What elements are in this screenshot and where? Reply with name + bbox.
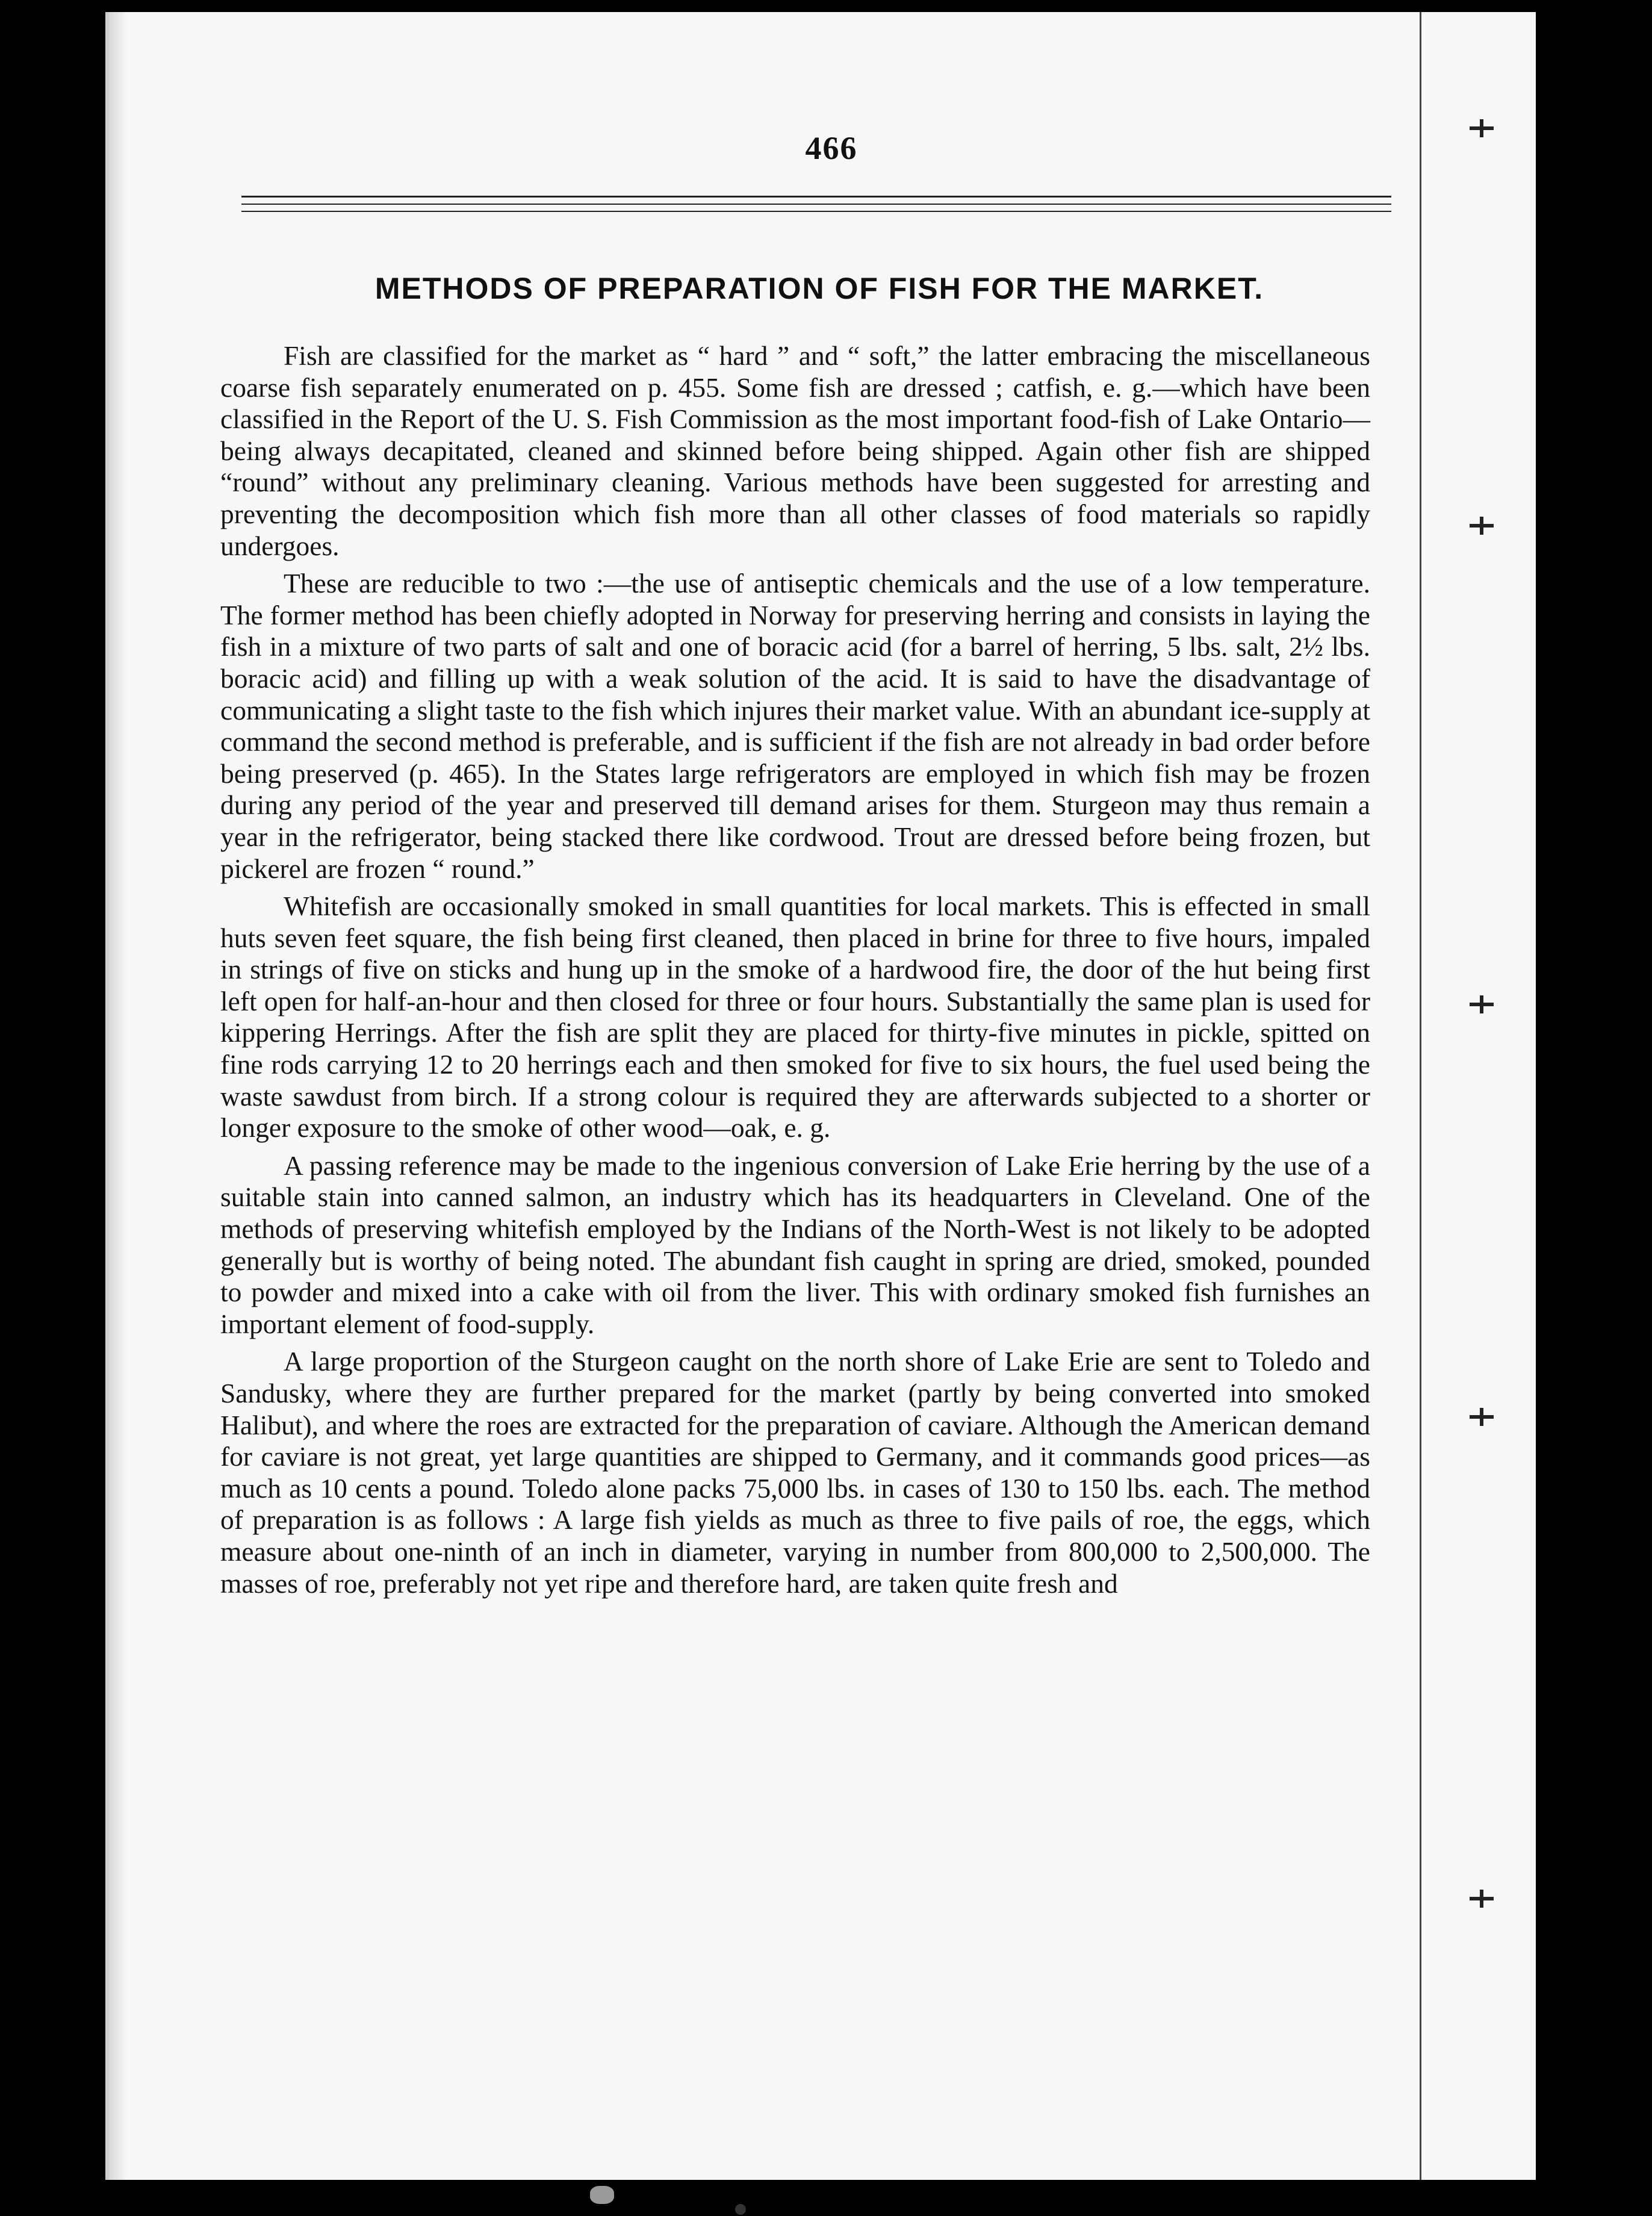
paragraph: Fish are classified for the market as “ hard ” and “ soft,” the latter embracing the miscellaneous coarse fish separately enumerated on p. 455. Some fish are dressed ; catfish, e. g.—which have been classified in the Report of the U. S. Fish Commission as the most important food-fish of Lake Ontario—being always decapitated, cleaned and skinned before being shipped. Again other fish are shipped “round” without any preliminary cleaning. Various methods have been suggested for arresting and preventing the decomposition which fish more than all other classes of food materials so rapidly undergoes.: [220, 340, 1370, 561]
document-page: [105, 12, 1536, 2180]
paragraph: Whitefish are occasionally smoked in small quantities for local markets. This is effected in small huts seven feet square, the fish being first cleaned, then placed in brine for three to five hours, impaled in strings of five on sticks and hung up in the smoke of a hardwood fire, the door of the hut being first left open for half-an-hour and then closed for three or four hours. Substantially the same plan is used for kippering Herrings. After the fish are split they are placed for thirty-five minutes in pickle, spitted on fine rods carrying 12 to 20 herrings each and then smoked for five to six hours, the fuel used being the waste sawdust from birch. If a strong colour is required they are afterwards subjected to a shorter or longer exposure to the smoke of other wood—oak, e. g.: [220, 891, 1370, 1144]
header-rule: [241, 204, 1391, 205]
binding-tick: [1480, 1890, 1483, 1908]
binding-tick: [1480, 1408, 1483, 1426]
scan-speck: [735, 2204, 746, 2215]
binding-margin: [1420, 12, 1536, 2180]
binding-tick: [1480, 119, 1483, 137]
paragraph: A passing reference may be made to the ingenious conversion of Lake Erie herring by the use of a suitable stain into canned salmon, an industry which has its headquarters in Cleveland. One of the methods of preserving whitefish employed by the Indians of the North-West is not likely to be adopted generally but is worthy of being noted. The abundant fish caught in spring are dried, smoked, pounded to powder and mixed into a cake with oil from the liver. This with ordinary smoked fish furnishes an important element of food-supply.: [220, 1150, 1370, 1339]
paragraph: These are reducible to two :—the use of antiseptic chemicals and the use of a low temperature. The former method has been chiefly adopted in Norway for preserving herring and consists in laying the fish in a mixture of two parts of salt and one of boracic acid (for a barrel of herring, 5 lbs. salt, 2½ lbs. boracic acid) and filling up with a weak solution of the acid. It is said to have the disadvantage of communicating a slight taste to the fish which injures their market value. With an abundant ice-supply at command the second method is preferable, and is sufficient if the fish are not already in bad order before being preserved (p. 465). In the States large refrigerators are employed in which fish may be frozen during any period of the year and preserved till demand arises for them. Sturgeon may thus remain a year in the refrigerator, being stacked there like cordwood. Trout are dressed before being frozen, but pickerel are frozen “ round.”: [220, 568, 1370, 884]
paragraph: A large proportion of the Sturgeon caught on the north shore of Lake Erie are sent to Toledo and Sandusky, where they are further prepared for the market (partly by being converted into smoked Halibut), and where the roes are extracted for the preparation of caviare. Although the American demand for caviare is not great, yet large quantities are shipped to Germany, and it commands good prices—as much as 10 cents a pound. Toledo alone packs 75,000 lbs. in cases of 130 to 150 lbs. each. The method of preparation is as follows : A large fish yields as much as three to five pails of roe, the eggs, which measure about one-ninth of an inch in diameter, varying in number from 800,000 to 2,500,000. The masses of roe, preferably not yet ripe and therefore hard, are taken quite fresh and: [220, 1346, 1370, 1599]
article-body: [220, 340, 1370, 1605]
article-title: METHODS OF PREPARATION OF FISH FOR THE MARKET.: [374, 272, 1264, 305]
scan-smudge: [590, 2186, 614, 2204]
binding-tick: [1480, 995, 1483, 1013]
header-rule: [241, 211, 1391, 212]
binding-tick: [1480, 517, 1483, 535]
page-gutter-shadow: [109, 12, 127, 2180]
page-number: 466: [805, 130, 858, 166]
header-rule: [241, 196, 1391, 198]
